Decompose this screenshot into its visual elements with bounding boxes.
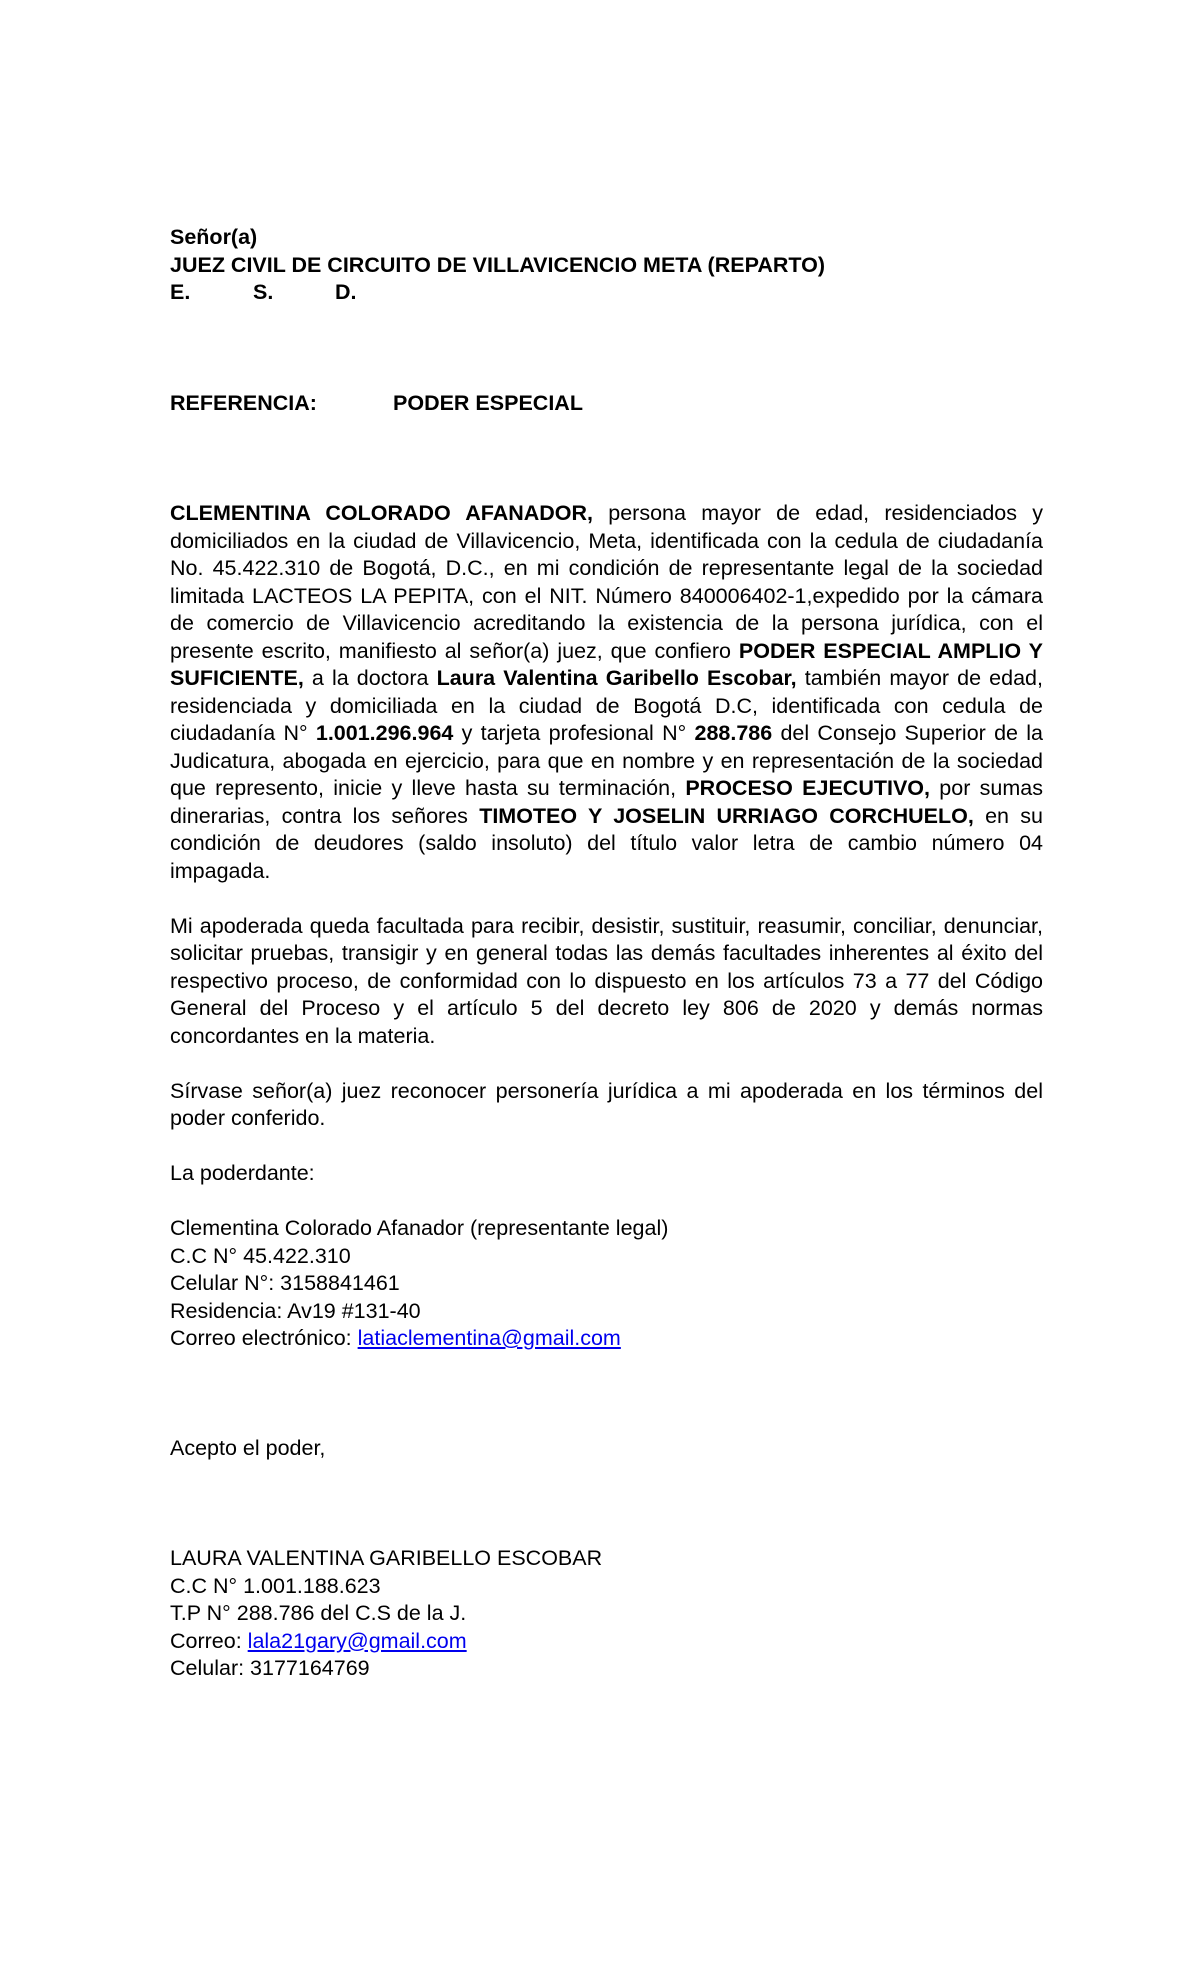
esd-line (170, 279, 1043, 307)
attorney-email-line (170, 1628, 1043, 1656)
body-paragraph-1 (170, 500, 1043, 885)
p1-text-4: y tarjeta profesional N° (453, 721, 695, 745)
attorney-name: Laura Valentina Garibello Escobar, (436, 666, 797, 690)
esd-d: D. (335, 280, 357, 304)
p1-text-7: en su condición de deudores (saldo insoluto) del título valor letra de cambio número 04 impagada. (170, 803, 1043, 883)
grantor-email-line (170, 1325, 1043, 1353)
grantor-id-line: C.C N° 45.422.310 (170, 1243, 351, 1268)
attorney-phone-line: Celular: 3177164769 (170, 1656, 370, 1680)
grantor-signature-block (170, 1215, 1043, 1353)
esd-e: E. (170, 280, 191, 304)
p1-text-1: persona mayor de edad, residenciados y domiciliados en la ciudad de Villavicencio, Meta, identificada con la cedula de ciudadanía No. 45.422.310 de Bogotá, D.C., en mi condición de representante legal de la sociedad limitada LACTEOS LA PEPITA, con el NIT. Número 840006402-1,expedido por la cámara de comercio de Villavicencio acreditando la existencia de la persona jurídica, con el presente escrito, manifiesto al señor(a) juez, que confiero (170, 501, 1043, 663)
attorney-tp-line: T.P N° 288.786 del C.S de la J. (170, 1601, 467, 1625)
p1-text-3: también mayor de edad, residenciada y domiciliada en la ciudad de Bogotá D.C, identificada con cedula de ciudadanía N° (170, 666, 1043, 745)
esd-s: S. (253, 280, 274, 304)
grantor-email-label: Correo electrónico: (170, 1326, 358, 1350)
debtors: TIMOTEO Y JOSELIN URRIAGO CORCHUELO, (479, 803, 974, 828)
attorney-id: 1.001.296.964 (315, 721, 454, 745)
attorney-signature-block (170, 1545, 1043, 1683)
body-paragraph-2: Mi apoderada queda facultada para recibir, desistir, sustituir, reasumir, conciliar, denunciar, solicitar pruebas, transigir y en general todas las demás facultades inherentes al éxito del respectivo proceso, de conformidad con lo dispuesto en los artículos 73 a 77 del Código General del Proceso y el artículo 5 del decreto ley 806 de 2020 y demás normas concordantes en la materia. (170, 913, 1043, 1048)
attorney-email-label: Correo: (170, 1628, 248, 1653)
p1-text-5: del Consejo Superior de la Judicatura, abogada en ejercicio, para que en nombre y en representación de la sociedad que represento, inicie y lleve hasta su terminación, (170, 721, 1043, 800)
document-page (170, 224, 1043, 1683)
grantor-name-line: Clementina Colorado Afanador (representante legal) (170, 1216, 669, 1240)
grantor-name: CLEMENTINA COLORADO AFANADOR, (170, 501, 594, 525)
attorney-id-line: C.C N° 1.001.188.623 (170, 1573, 381, 1598)
grantor-address-line: Residencia: Av19 #131-40 (170, 1298, 421, 1323)
reference-label: REFERENCIA: (170, 390, 317, 415)
salutation: Señor(a) (170, 225, 258, 249)
body-paragraph-3: Sírvase señor(a) juez reconocer personería jurídica a mi apoderada en los términos del poder conferido. (170, 1078, 1043, 1130)
grantor-phone-line: Celular N°: 3158841461 (170, 1271, 400, 1295)
acceptance-text: Acepto el poder, (170, 1436, 326, 1460)
attorney-name-line: LAURA VALENTINA GARIBELLO ESCOBAR (170, 1546, 603, 1570)
p1-text-6: por sumas dinerarias, contra los señores (170, 776, 1043, 828)
grantor-heading: La poderdante: (170, 1161, 315, 1185)
reference-line (170, 390, 1043, 418)
process-type: PROCESO EJECUTIVO, (685, 776, 930, 800)
attorney-email-link[interactable]: lala21gary@gmail.com (247, 1628, 467, 1653)
grantor-email-link[interactable]: latiaclementina@gmail.com (357, 1326, 621, 1350)
p1-text-2: a la doctora (303, 666, 437, 690)
addressee: JUEZ CIVIL DE CIRCUITO DE VILLAVICENCIO META (REPARTO) (170, 252, 825, 277)
attorney-tp: 288.786 (694, 721, 773, 745)
power-type: PODER ESPECIAL AMPLIO Y SUFICIENTE, (170, 638, 1043, 690)
reference-value: PODER ESPECIAL (393, 390, 583, 415)
